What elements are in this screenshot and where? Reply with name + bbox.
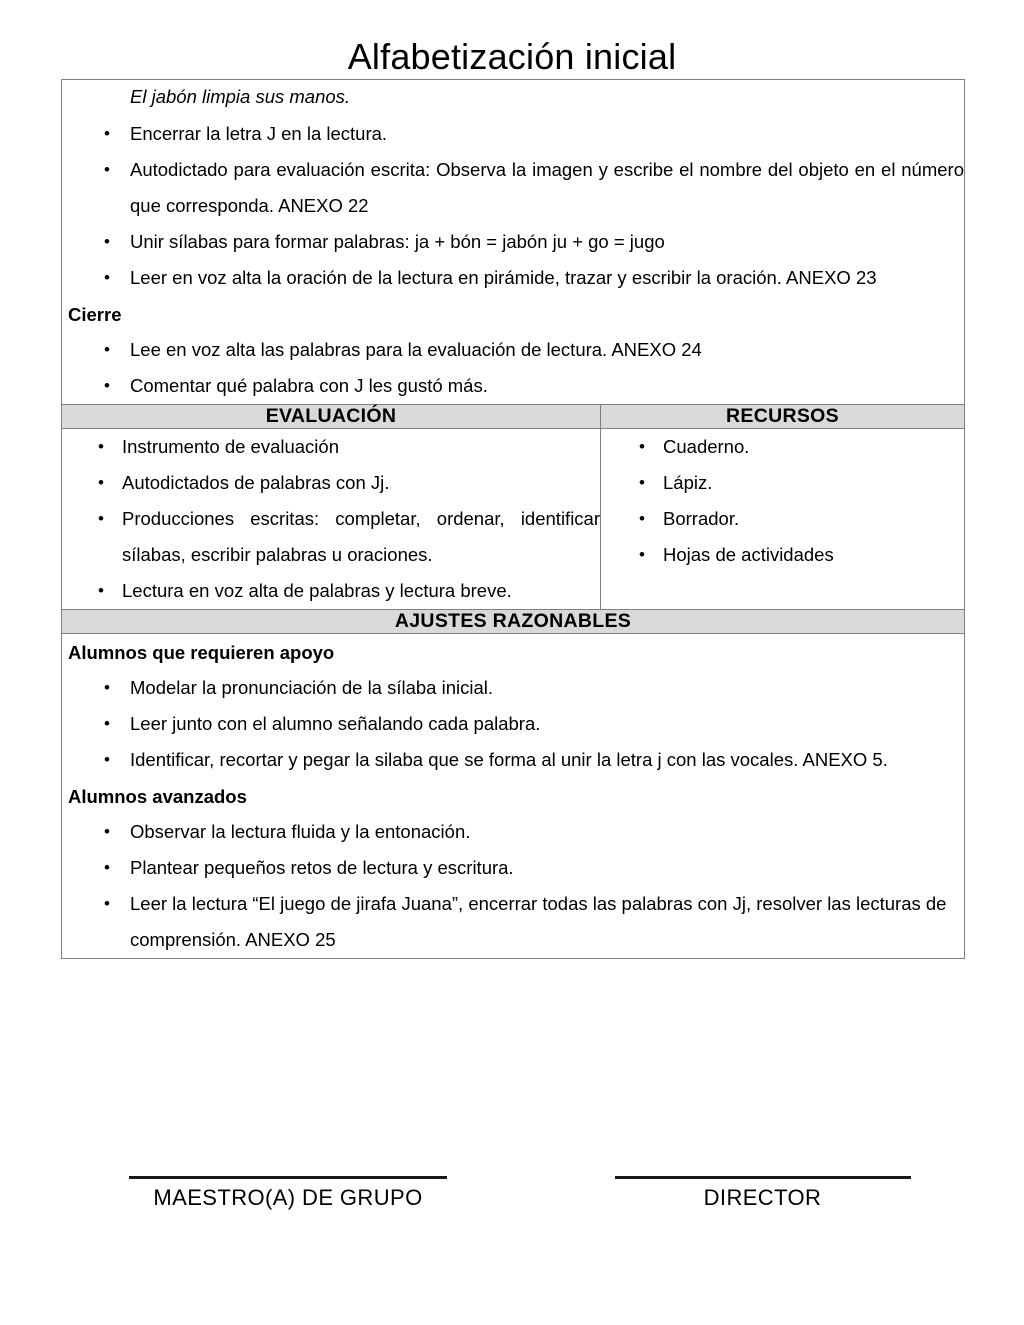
avanzados-heading: Alumnos avanzados xyxy=(68,786,247,807)
evaluacion-cell xyxy=(62,429,601,610)
signature-block-teacher xyxy=(78,1176,498,1213)
list-item: • Producciones escritas: completar, ordenar, identificar sílabas, escribir palabras u oraciones. xyxy=(62,501,600,573)
ajustes-cell xyxy=(62,634,965,959)
list-item: • Lee en voz alta las palabras para la evaluación de lectura. ANEXO 24 xyxy=(62,332,964,368)
list-item: • Encerrar la letra J en la lectura. xyxy=(62,116,964,152)
lesson-plan-table xyxy=(61,79,965,959)
activities-cell xyxy=(62,80,965,405)
list-item: • Comentar qué palabra con J les gustó más. xyxy=(62,368,964,404)
list-item: • Autodictado para evaluación escrita: Observa la imagen y escribe el nombre del objeto en el número que corresponda. ANEXO 22 xyxy=(62,152,964,224)
list-item: • Lectura en voz alta de palabras y lectura breve. xyxy=(62,573,600,609)
list-item: • Plantear pequeños retos de lectura y escritura. xyxy=(62,850,964,886)
list-item: • Leer la lectura “El juego de jirafa Juana”, encerrar todas las palabras con Jj, resolver las lecturas de comprensión. ANEXO 25 xyxy=(62,886,964,958)
activities-bullet-list xyxy=(62,116,964,296)
signature-area xyxy=(0,1176,1024,1256)
list-item: • Hojas de actividades xyxy=(601,537,964,573)
cierre-bullet-list xyxy=(62,332,964,404)
avanzados-bullet-list xyxy=(62,814,964,958)
signature-line-director xyxy=(615,1176,911,1179)
list-item: • Instrumento de evaluación xyxy=(62,429,600,465)
list-item: • Leer en voz alta la oración de la lectura en pirámide, trazar y escribir la oración. ANEXO 23 xyxy=(62,260,964,296)
cierre-heading: Cierre xyxy=(68,304,122,325)
evaluacion-header: EVALUACIÓN xyxy=(62,405,601,429)
ajustes-header: AJUSTES RAZONABLES xyxy=(62,610,965,634)
recursos-cell xyxy=(601,429,965,610)
table-row-ajustes-header xyxy=(62,610,965,634)
list-item: • Borrador. xyxy=(601,501,964,537)
intro-sentence: El jabón limpia sus manos. xyxy=(130,86,351,107)
list-item: • Lápiz. xyxy=(601,465,964,501)
recursos-bullet-list xyxy=(601,429,964,573)
list-item: • Autodictados de palabras con Jj. xyxy=(62,465,600,501)
list-item: • Cuaderno. xyxy=(601,429,964,465)
signature-caption-teacher: MAESTRO(A) DE GRUPO xyxy=(153,1185,423,1210)
table-row-ajustes-body xyxy=(62,634,965,959)
apoyo-bullet-list xyxy=(62,670,964,778)
evaluacion-bullet-list xyxy=(62,429,600,609)
list-item: • Unir sílabas para formar palabras: ja + bón = jabón ju + go = jugo xyxy=(62,224,964,260)
list-item: • Modelar la pronunciación de la sílaba inicial. xyxy=(62,670,964,706)
list-item: • Identificar, recortar y pegar la silaba que se forma al unir la letra j con las vocales. ANEXO 5. xyxy=(62,742,964,778)
signature-caption-director: DIRECTOR xyxy=(703,1185,822,1210)
signature-line-teacher xyxy=(129,1176,447,1179)
list-item: • Observar la lectura fluida y la entonación. xyxy=(62,814,964,850)
table-row-eval-header xyxy=(62,405,965,429)
signature-block-director xyxy=(600,1176,925,1213)
recursos-header: RECURSOS xyxy=(601,405,965,429)
apoyo-heading: Alumnos que requieren apoyo xyxy=(68,642,335,663)
page-title: Alfabetización inicial xyxy=(347,36,677,77)
table-row-eval-body xyxy=(62,429,965,610)
list-item: • Leer junto con el alumno señalando cada palabra. xyxy=(62,706,964,742)
table-row-activities xyxy=(62,80,965,405)
